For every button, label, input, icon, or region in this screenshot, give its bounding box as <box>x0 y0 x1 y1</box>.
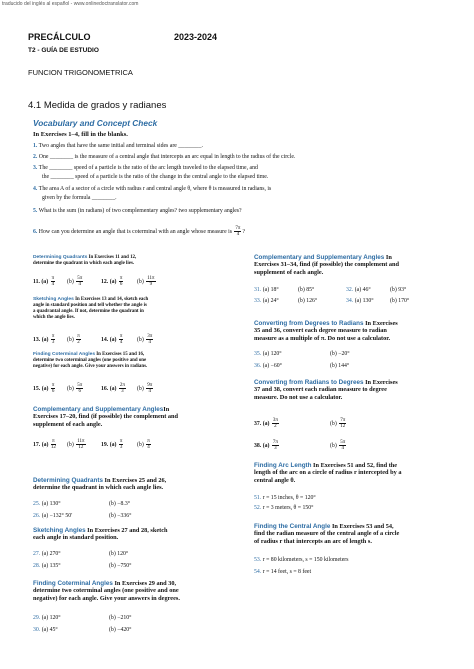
exercise-number: 26. <box>33 513 41 519</box>
exercise-item <box>33 276 56 287</box>
exercise-number: 31. <box>254 287 262 293</box>
exercise-label: 12. (a) <box>101 278 118 285</box>
exercise-label: 15. (a) <box>33 385 50 392</box>
heading-line: determine two coterminal angles (one positive and one <box>33 587 179 595</box>
exercise-item <box>33 626 58 634</box>
exercise-item <box>101 439 124 450</box>
heading-line: supplement of each angle. <box>33 420 103 428</box>
heading-label: Sketching Angles <box>33 297 74 302</box>
item-number: 5. <box>33 208 39 214</box>
heading-text: In Exercises <box>363 379 398 386</box>
vocab-item <box>33 143 203 150</box>
vocab-item <box>33 165 258 172</box>
exercise-text: (a) 120° <box>261 351 282 357</box>
school-year: 2023-2024 <box>174 32 218 42</box>
vocab-instruction: In Exercises 1–4, fill in the blanks. <box>33 131 128 138</box>
denominator: 12 <box>50 445 56 450</box>
exercise-item: (b) −210° <box>109 615 132 621</box>
heading-line <box>33 477 166 484</box>
heading-line: determine the quadrant in which each angle lies. <box>33 261 135 266</box>
exercise-text: (a) 24° <box>261 298 279 304</box>
exercise-item <box>33 512 72 520</box>
numerator: π <box>119 276 123 281</box>
exercise-label: (b) <box>137 441 146 448</box>
heading-line <box>33 406 178 413</box>
exercise-label: (b) <box>137 278 146 285</box>
heading-label: Determining Quadrants <box>33 477 103 484</box>
fraction <box>119 383 126 394</box>
item-number: 4. <box>33 186 39 192</box>
exercise-label: (b) <box>137 336 146 343</box>
heading-line <box>254 379 398 386</box>
exercise-number: 30. <box>33 627 41 633</box>
exercise-item: (b) 120° <box>109 551 129 557</box>
exercise-item <box>137 276 157 287</box>
exercise-item <box>137 334 154 345</box>
exercise-item: (b) −420° <box>109 627 132 633</box>
denominator: 2 <box>274 424 277 429</box>
heading-line <box>254 523 399 530</box>
denominator: 4 <box>51 282 55 287</box>
exercise-label: (b) <box>67 278 76 285</box>
exercise-item: (b) 93° <box>390 287 407 293</box>
heading-label: Determining Quadrants <box>33 255 88 260</box>
exercise-item <box>254 418 280 429</box>
exercise-label: (b) <box>330 442 339 449</box>
vocab-item <box>33 154 295 161</box>
exercise-item <box>67 334 82 345</box>
heading-line: supplement of each angle. <box>254 268 324 276</box>
exercise-text: r = 3 meters, θ = 150° <box>261 505 314 511</box>
heading-line: Exercises 31–34, find (if possible) the complement and <box>254 261 400 269</box>
exercise-item: (b) −20° <box>330 351 350 357</box>
exercise-item <box>33 334 56 345</box>
exercise-item: (b) −8.3° <box>109 501 131 507</box>
determining-quadrants-2-heading <box>33 477 166 492</box>
item-number: 1. <box>33 143 39 149</box>
heading-line: central angle θ. <box>254 476 296 484</box>
heading-line: determine two coterminal angles (one positive and one <box>33 358 147 363</box>
exercise-text: (a) 45° <box>40 627 58 633</box>
heading-line <box>254 320 398 327</box>
denominator: 3 <box>274 446 277 451</box>
exercise-item <box>33 550 61 558</box>
exercise-number: 36. <box>254 363 262 369</box>
exercise-label: 11. (a) <box>33 278 50 285</box>
exercise-item <box>330 418 347 429</box>
denominator: 12 <box>78 445 84 450</box>
exercise-number: 34. <box>346 298 354 304</box>
determining-quadrants-1-heading <box>33 255 136 267</box>
item-text: ? <box>242 228 246 235</box>
vocab-item <box>33 195 117 202</box>
fraction <box>76 334 81 345</box>
exercise-label: 17. (a) <box>33 441 50 448</box>
heading-text: In <box>384 254 392 261</box>
exercise-item <box>346 286 371 294</box>
heading-text: In Exercises 27 and 28, sketch <box>85 527 168 534</box>
exercise-item <box>254 297 279 305</box>
numerator: 5π <box>77 383 83 388</box>
exercise-item <box>254 556 348 564</box>
coterminal-angles-2-heading <box>33 580 180 602</box>
denominator: 3 <box>121 389 124 394</box>
fraction <box>146 439 151 450</box>
item-text: the ________ speed of a particle is the ratio of the change in the central angle to the elapsed time. <box>42 174 269 180</box>
denominator: 4 <box>119 340 123 345</box>
heading-text: In Exercises 25 and 26, <box>102 477 167 484</box>
denominator: 2 <box>77 340 80 345</box>
numerator: 5π <box>77 276 83 281</box>
fraction <box>76 383 83 394</box>
item-number: 6. <box>33 228 39 235</box>
heading-text: In Exercises 29 and 30, <box>112 580 177 587</box>
heading-line <box>33 527 168 534</box>
exercise-item <box>254 286 279 294</box>
denominator: 6 <box>78 389 81 394</box>
exercise-item <box>33 500 61 508</box>
heading-line: which the angle lies. <box>33 315 75 320</box>
fraction <box>339 418 346 429</box>
exercise-text: (a) 135° <box>40 563 61 569</box>
heading-label: Finding Arc Length <box>254 462 312 469</box>
central-angle-heading <box>254 523 399 545</box>
exercise-label: 16. (a) <box>101 385 118 392</box>
heading-line: find the radian measure of the central angle of a circle <box>254 530 400 538</box>
fraction <box>119 276 124 287</box>
radians-to-degrees-heading <box>254 379 398 401</box>
coterminal-angles-1-heading <box>33 352 147 370</box>
item-text: The ________ speed of a particle is the ratio of the arc length traveled to the elapsed time, and <box>38 165 258 171</box>
exercise-number: 32. <box>346 287 354 293</box>
exercise-item <box>101 383 127 394</box>
heading-label: Converting from Radians to Degrees <box>254 379 364 386</box>
exercise-item <box>101 334 124 345</box>
vocab-heading: Vocabulary and Concept Check <box>33 118 158 128</box>
exercise-text: (a) 18° <box>261 287 279 293</box>
denominator: 4 <box>341 446 344 451</box>
numerator: 7π <box>272 440 278 445</box>
numerator: 7π <box>235 226 241 231</box>
numerator: π <box>51 383 55 388</box>
denominator: 4 <box>78 282 81 287</box>
item-number: 3. <box>33 165 39 171</box>
exercise-item: (b) 144° <box>330 363 350 369</box>
denominator: 6 <box>119 282 123 287</box>
exercise-number: 53. <box>254 557 262 563</box>
exercise-number: 29. <box>33 615 41 621</box>
exercise-item <box>346 297 374 305</box>
exercise-item: (b) 85° <box>298 287 315 293</box>
exercise-item <box>33 383 56 394</box>
vocab-item <box>33 174 268 181</box>
exercise-text: (a) 46° <box>353 287 371 293</box>
numerator: π <box>51 276 55 281</box>
exercise-item <box>137 439 152 450</box>
exercise-label: 19. (a) <box>101 441 118 448</box>
exercise-item <box>254 504 313 512</box>
exercise-item: (b) 170° <box>390 298 410 304</box>
exercise-text: r = 15 inches, θ = 120° <box>261 495 316 501</box>
exercise-item: (b) 126° <box>298 298 318 304</box>
heading-line: measure. Do not use a calculator. <box>254 393 343 401</box>
denominator: 12 <box>340 424 346 429</box>
numerator: π <box>147 439 150 444</box>
denominator: 3 <box>51 340 55 345</box>
exercise-text: (a) 270° <box>40 551 61 557</box>
heading-label: Converting from Degrees to Radians <box>254 320 364 327</box>
space <box>232 229 233 235</box>
exercise-text: (a) 120° <box>40 615 61 621</box>
denominator: 3 <box>119 445 123 450</box>
exercise-item <box>330 440 347 451</box>
exercise-item: (b) −750° <box>109 563 132 569</box>
complementary-supplementary-2-heading <box>254 254 399 276</box>
fraction <box>119 439 124 450</box>
exercise-item <box>254 440 280 451</box>
fraction <box>51 334 56 345</box>
denominator: 4 <box>236 232 240 237</box>
heading-line: 35 and 36, convert each degree measure to radian <box>254 327 387 335</box>
sketching-angles-1-heading <box>33 297 148 321</box>
heading-line <box>254 462 402 469</box>
study-guide-label: T2 - GUÍA DE ESTUDIO <box>28 47 99 54</box>
exercise-number: 33. <box>254 298 262 304</box>
numerator: 11π <box>77 439 85 444</box>
item-text: The area A of a sector of a circle with radius r and central angle θ, where θ is measured in radians, is <box>38 186 272 192</box>
exercise-label: 13. (a) <box>33 336 50 343</box>
item-number: 2. <box>33 154 39 160</box>
fraction <box>272 418 279 429</box>
numerator: π <box>119 439 123 444</box>
numerator: 11π <box>147 276 155 281</box>
exercise-number: 51. <box>254 495 262 501</box>
denominator: 4 <box>148 389 151 394</box>
item-text: What is the sum (in radians) of two complementary angles? two supplementary angles? <box>38 208 242 214</box>
heading-label: Complementary and Supplementary Angles <box>254 254 385 261</box>
topic-title: FUNCION TRIGONOMETRICA <box>28 68 133 77</box>
exercise-label: (b) <box>67 336 76 343</box>
exercise-text: (a) 130° <box>40 501 61 507</box>
vocab-item <box>33 208 242 215</box>
exercise-label: 38. (a) <box>254 442 271 449</box>
fraction <box>51 383 56 394</box>
heading-line: determine the quadrant in which each angle lies. <box>33 484 164 492</box>
denominator: 9 <box>149 282 153 287</box>
numerator: 5π <box>340 440 346 445</box>
exercise-item <box>137 383 154 394</box>
exercise-number: 35. <box>254 351 262 357</box>
fraction <box>51 439 56 450</box>
heading-text: In <box>163 406 170 413</box>
exercise-item <box>67 383 84 394</box>
numerator: 3π <box>147 334 153 339</box>
exercise-label: 14. (a) <box>101 336 118 343</box>
fraction <box>272 440 279 451</box>
heading-line <box>33 580 180 587</box>
exercise-text: (a) 130° <box>353 298 374 304</box>
exercise-label: (b) <box>330 420 339 427</box>
exercise-text: (a) −60° <box>261 363 282 369</box>
numerator: π <box>51 334 55 339</box>
denominator: 6 <box>51 389 55 394</box>
heading-line: negative) for each angle. Give your answers in radians. <box>33 364 148 369</box>
translation-banner[interactable]: traducido del inglés al español - www.onlinedoctranslator.com <box>2 1 139 7</box>
exercise-text: (a) −132° 50′ <box>40 513 73 519</box>
fraction <box>339 440 346 451</box>
exercise-item: (b) −336° <box>109 513 132 519</box>
exercise-text: r = 14 feet, s = 8 feet <box>261 569 312 575</box>
fraction <box>76 276 83 287</box>
item-text: Two angles that have the same initial and terminal sides are ________. <box>38 143 203 149</box>
item-text: How can you determine an angle that is coterminal with an angle whose measure is <box>38 228 232 235</box>
numerator: π <box>119 334 123 339</box>
numerator: 7π <box>340 418 346 423</box>
exercise-number: 27. <box>33 551 41 557</box>
section-title: 4.1 Medida de grados y radianes <box>28 100 167 111</box>
heading-text: In Exercises 13 and 14, sketch each <box>73 297 149 302</box>
exercise-item <box>254 568 311 576</box>
exercise-text: r = 80 kilometers, s = 150 kilometers <box>261 557 349 563</box>
exercise-label: (b) <box>137 385 146 392</box>
vocab-item <box>33 226 245 237</box>
denominator: 4 <box>148 340 151 345</box>
exercise-item <box>254 362 282 370</box>
heading-label: Finding the Central Angle <box>254 523 331 530</box>
heading-line: angle in standard position and tell whether the angle is <box>33 303 147 308</box>
heading-line: a quadrantal angle. If not, determine the quadrant in <box>33 309 144 314</box>
sketching-angles-2-heading <box>33 527 168 542</box>
fraction <box>76 439 85 450</box>
fraction <box>146 383 153 394</box>
fraction <box>119 334 124 345</box>
heading-text: In Exercises <box>363 320 398 327</box>
numerator: 3π <box>272 418 278 423</box>
exercise-item <box>67 439 87 450</box>
exercise-label: (b) <box>67 441 76 448</box>
heading-line: length of the arc on a circle of radius r intercepted by a <box>254 469 402 477</box>
heading-label: Complementary and Supplementary Angles <box>33 406 164 413</box>
heading-line <box>254 254 399 261</box>
exercise-label: (b) <box>67 385 76 392</box>
complementary-supplementary-1-heading <box>33 406 178 428</box>
numerator: 9π <box>147 383 153 388</box>
exercise-number: 25. <box>33 501 41 507</box>
exercise-item <box>101 276 124 287</box>
heading-line: 37 and 38, convert each radian measure to degree <box>254 386 387 394</box>
exercise-number: 54. <box>254 569 262 575</box>
numerator: 2π <box>119 383 125 388</box>
denominator: 4 <box>147 445 150 450</box>
exercise-item <box>33 562 61 570</box>
heading-text: In Exercises 53 and 54, <box>330 523 394 530</box>
heading-line: measure as a multiple of π. Do not use a calculator. <box>254 334 391 342</box>
exercise-item <box>67 276 84 287</box>
heading-label: Finding Coterminal Angles <box>33 352 96 357</box>
heading-text: In Exercises 51 and 52, find the <box>311 462 398 469</box>
vocab-item <box>33 186 271 193</box>
heading-line: Exercises 17–20, find (if possible) the complement and <box>33 413 179 421</box>
exercise-number: 28. <box>33 563 41 569</box>
heading-line: of radius r that intercepts an arc of length s. <box>254 537 372 545</box>
exercise-item <box>33 439 57 450</box>
exercise-item <box>33 614 61 622</box>
heading-label: Sketching Angles <box>33 527 86 534</box>
course-title: PRECÁLCULO <box>28 32 91 42</box>
degrees-to-radians-heading <box>254 320 398 342</box>
exercise-number: 52. <box>254 505 262 511</box>
fraction <box>146 276 155 287</box>
fraction <box>146 334 153 345</box>
numerator: π <box>52 439 55 444</box>
heading-label: Finding Coterminal Angles <box>33 580 113 587</box>
heading-line: each angle in standard position. <box>33 534 119 542</box>
heading-text: In Exercises 11 and 12, <box>87 255 137 260</box>
exercise-item <box>254 494 316 502</box>
exercise-label: 37. (a) <box>254 420 271 427</box>
fraction <box>51 276 56 287</box>
arc-length-heading <box>254 462 402 484</box>
numerator: π <box>77 334 80 339</box>
exercise-item <box>254 350 282 358</box>
fraction <box>234 226 241 237</box>
heading-text: In Exercises 15 and 16, <box>95 352 145 357</box>
heading-line: negative) for each angle. Give your answers in degrees. <box>33 594 180 602</box>
item-text: One ________ is the measure of a central angle that intercepts an arc equal in length to the radius of the circle. <box>38 154 296 160</box>
item-text: given by the formula ________. <box>42 195 117 201</box>
